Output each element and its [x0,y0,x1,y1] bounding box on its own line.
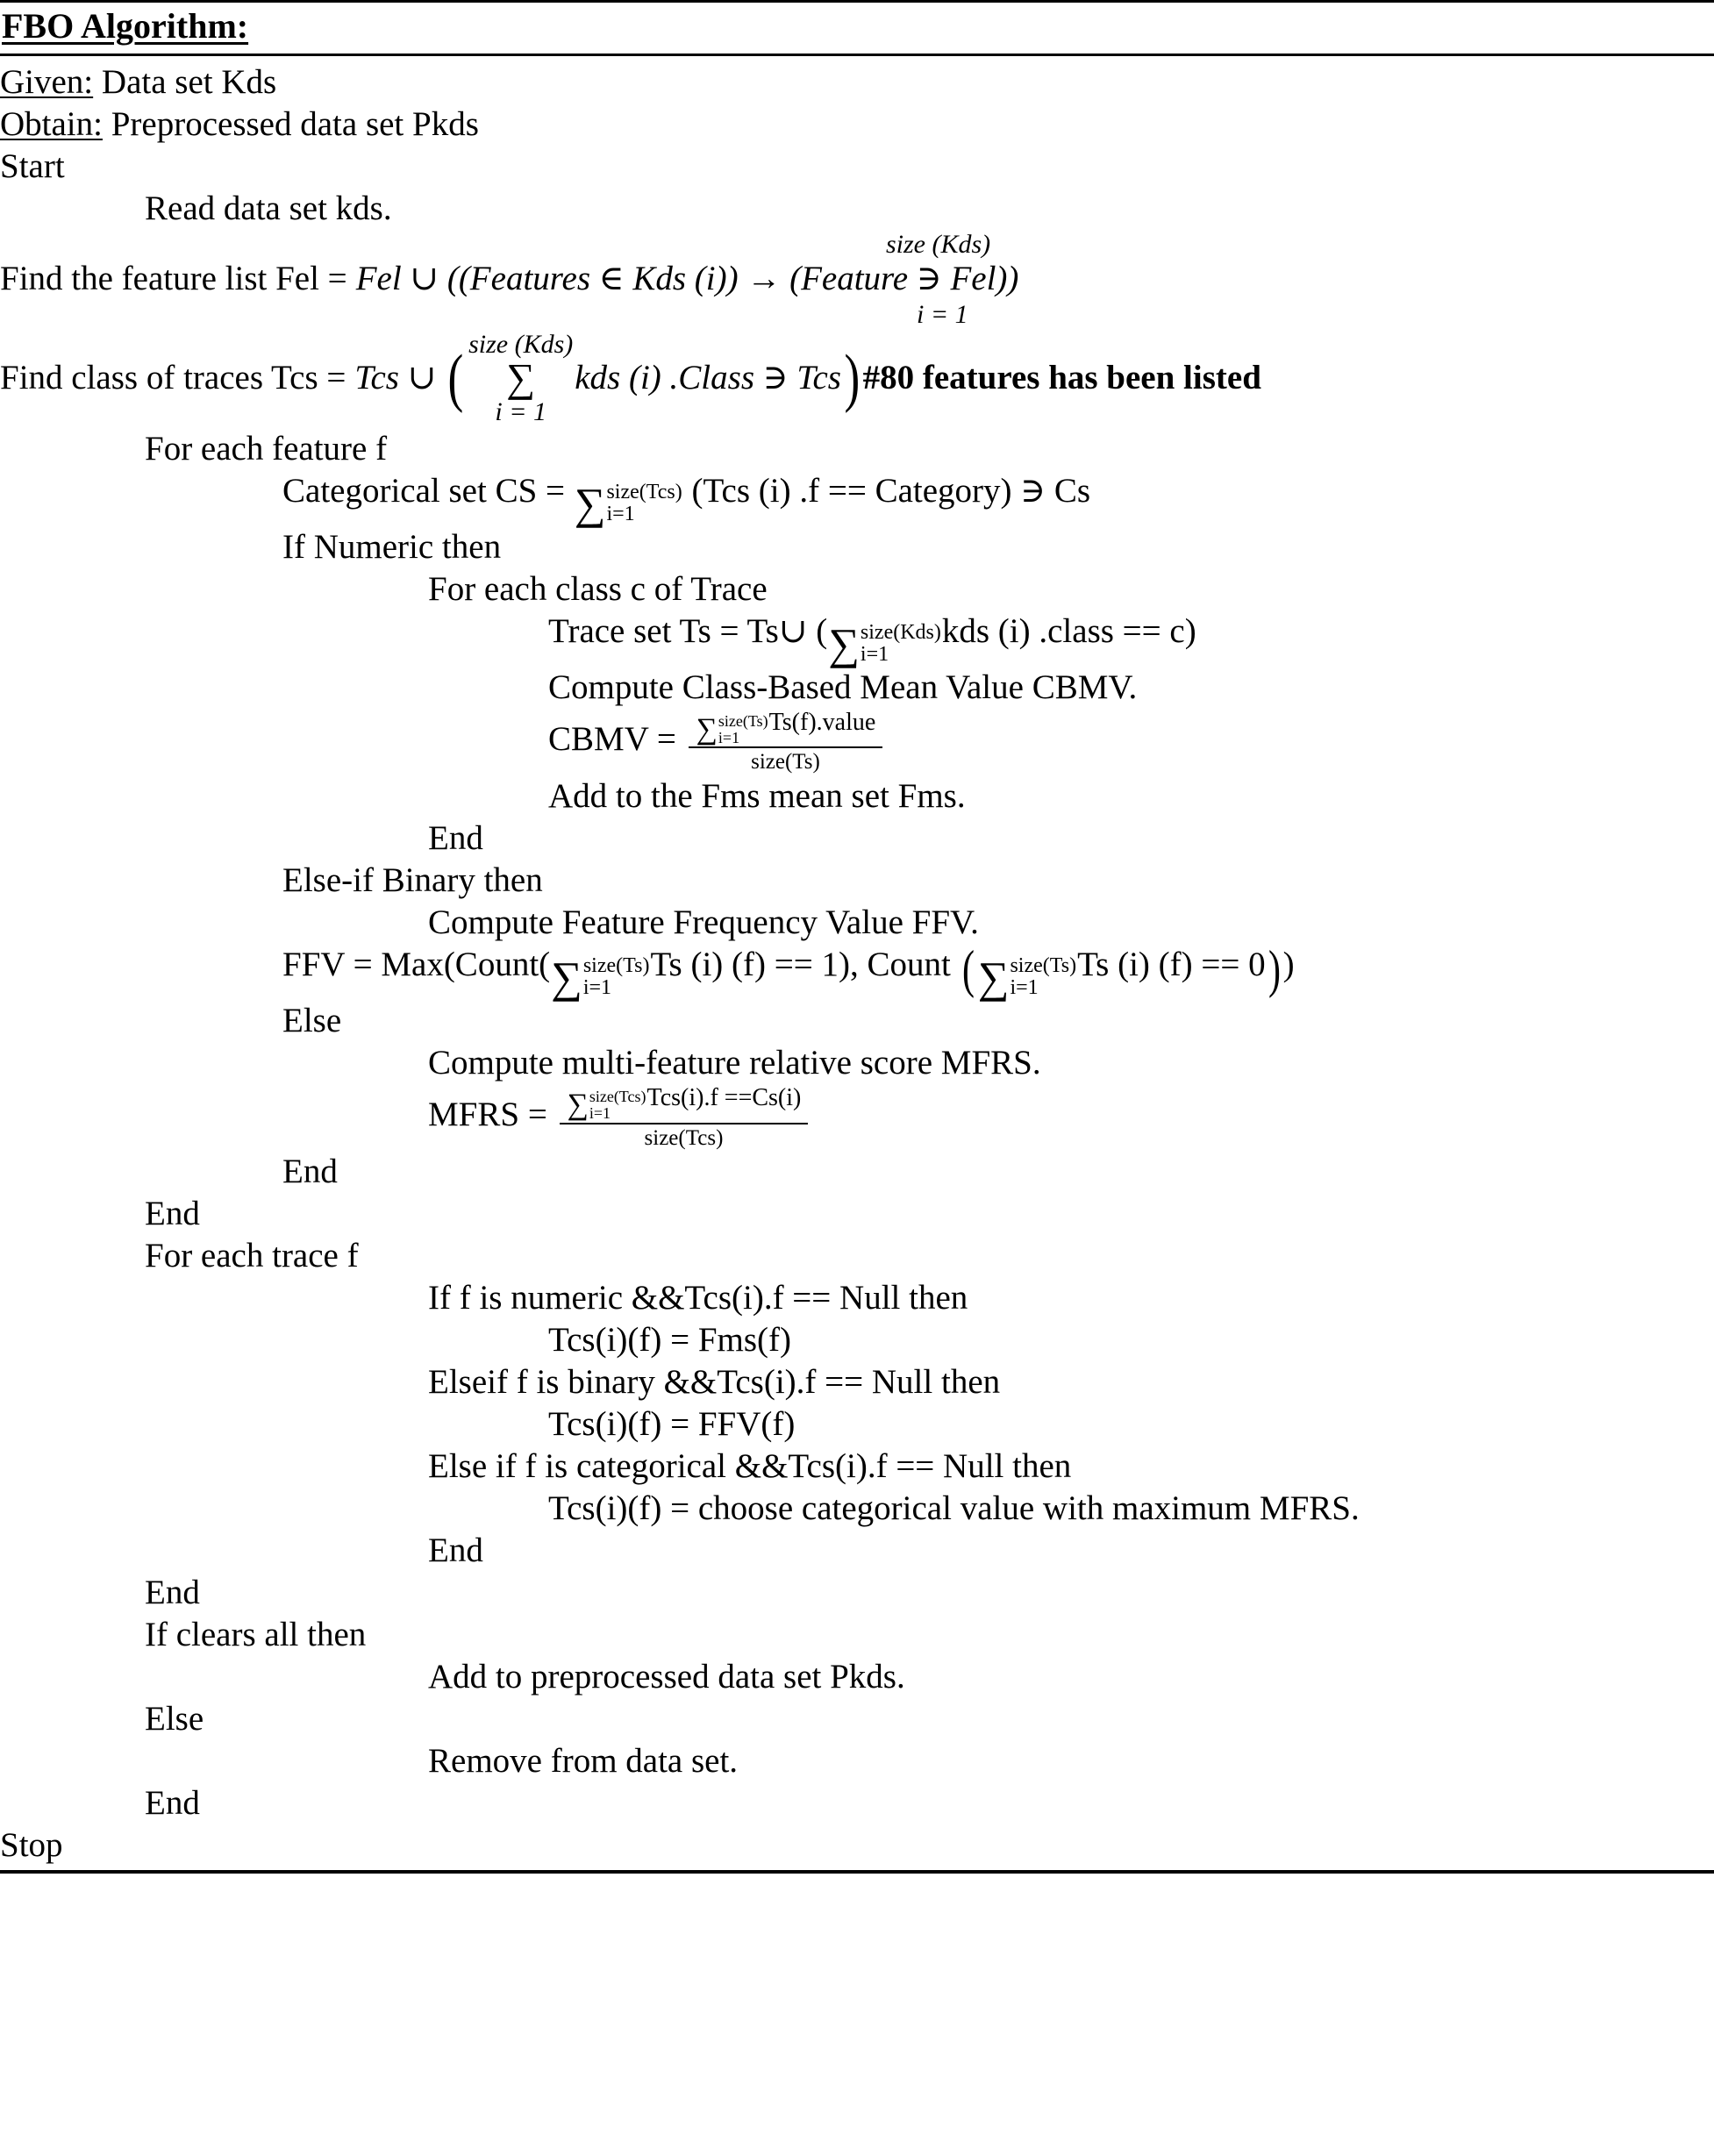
mfrs-numerator [560,1085,809,1123]
find-class-of-traces-line: Find class of traces Tcs = Tcs ∪ ( size (Kds) ∑ i = 1 kds (i) .Class ∋ Tcs ) #80 features has been listed [0,329,1261,427]
trace-set-summation [828,618,941,668]
find-class-summation [468,331,573,426]
cbmv-denominator: size(Ts) [689,746,883,775]
categorical-sum-lower: i=1 [606,503,635,526]
cbmv-sum-lower: i=1 [718,729,740,747]
cbmv-fraction [689,710,883,775]
algorithm-title-row [0,3,1714,54]
ffv-summation-2 [977,952,1077,1002]
trace-set-sum-lower: i=1 [860,643,889,667]
find-feature-list-math: Fel ∪ ((Features ∈ Kds (i)) → (Feature ∋ Fel)) [355,260,1019,298]
cbmv-numerator-body: Ts(f).value [768,708,876,736]
find-class-sum-upper: size (Kds) [468,329,574,359]
stop-line: Stop [0,1826,63,1865]
ffv-summation-1 [551,952,650,1002]
else-line-1: Else [282,1001,342,1039]
ffv-final-paren: ) [1282,946,1295,984]
algorithm-title: FBO Algorithm: [2,6,249,46]
for-each-feature-line: For each feature f [145,429,388,468]
given-label: Given: [0,63,94,101]
read-data-line: Read data set kds. [145,189,392,228]
start-line: Start [0,147,65,186]
trace-set-prefix: Trace set Ts = Ts∪ ( [548,611,828,650]
find-feature-list-prefix: Find the feature list Fel = [0,260,347,298]
add-pkds-line: Add to preprocessed data set Pkds. [428,1658,905,1696]
compute-ffv-line: Compute Feature Frequency Value FFV. [428,903,979,941]
categorical-set-line [0,470,1714,526]
ffv-sum2-lower: i=1 [1010,976,1039,1000]
trace-set-line [0,610,1714,667]
else-if-binary-line: Else-if Binary then [282,860,543,899]
mfrs-formula-line [0,1084,1714,1151]
sigma-icon: ∑ [977,952,1010,1002]
compute-mfrs-line: Compute multi-feature relative score MFRS. [428,1043,1041,1082]
find-class-math: Tcs ∪ [354,359,437,396]
elseif-categorical-null-line: Else if f is categorical &&Tcs(i).f == Null then [428,1447,1072,1486]
categorical-sum-upper: size(Tcs) [606,480,682,503]
trace-set-suffix: kds (i) .class == c) [941,611,1196,650]
end-line-5: End [145,1574,200,1612]
if-clears-all-line: If clears all then [145,1616,367,1654]
mfrs-sum-lower: i=1 [589,1104,611,1123]
assign-ffv-line: Tcs(i)(f) = FFV(f) [548,1405,796,1444]
ffv-formula-line: FFV = Max(Count(∑ size(Ts) i=1 Ts (i) (f) == 1), Count (∑ size(Ts) i=1 Ts (i) (f) == 0)) [282,940,1295,1002]
find-class-sum-lower: i = 1 [495,397,546,427]
given-value: Data set Kds [101,63,277,101]
ffv-sum1-upper: size(Ts) [582,954,650,977]
cbmv-formula-line [0,709,1714,775]
mfrs-label: MFRS = [428,1095,547,1133]
compute-cbmv-line: Compute Class-Based Mean Value CBMV. [548,668,1138,706]
add-fms-line: Add to the Fms mean set Fms. [548,776,966,815]
for-each-trace-line: For each trace f [145,1237,359,1275]
obtain-line [0,104,1714,146]
end-line-4: End [428,1531,483,1570]
categorical-prefix: Categorical set CS = [282,471,566,510]
trace-set-sum-upper: size(Kds) [860,620,941,644]
elseif-binary-null-line: Elseif f is binary &&Tcs(i).f == Null then [428,1363,1001,1402]
cbmv-label: CBMV = [548,719,676,758]
obtain-label: Obtain: [0,105,103,144]
find-class-comment: #80 features has been listed [862,359,1261,396]
ffv-sum1-lower: i=1 [582,976,612,1000]
assign-fms-line: Tcs(i)(f) = Fms(f) [548,1321,792,1360]
obtain-value: Preprocessed data set Pkds [111,105,479,144]
ffv-prefix: FFV = Max(Count( [282,946,551,984]
sigma-icon: ∑ [506,355,536,401]
assign-categorical-line: Tcs(i)(f) = choose categorical value with maximum MFRS. [548,1489,1360,1528]
find-feature-sum-upper: size (Kds) [886,230,991,260]
categorical-suffix: (Tcs (i) .f == Category) ∋ Cs [691,471,1091,510]
mfrs-numerator-body: Tcs(i).f ==Cs(i) [646,1083,802,1111]
mfrs-sum-upper: size(Tcs) [589,1087,646,1105]
remove-from-line: Remove from data set. [428,1742,739,1781]
sigma-icon: ∑ [696,713,718,746]
bottom-rule [0,1870,1714,1874]
ffv-tail: Ts (i) (f) == 0 [1077,946,1266,984]
find-class-body: kds (i) .Class ∋ Tcs [575,359,841,396]
ffv-mid: Ts (i) (f) == 1), Count [650,946,951,984]
algorithm-body [0,56,1714,1870]
find-feature-list-line [0,259,1714,300]
find-class-prefix: Find class of traces Tcs = [0,359,346,396]
mfrs-fraction [560,1085,809,1150]
sigma-icon: ∑ [828,618,860,668]
end-line-6: End [145,1784,200,1823]
sigma-icon: ∑ [551,952,582,1002]
sigma-icon: ∑ [567,1089,589,1122]
if-numeric-line: If Numeric then [282,527,502,566]
given-line [0,61,1714,104]
if-numeric-null-line: If f is numeric &&Tcs(i).f == Null then [428,1279,968,1317]
mfrs-denominator: size(Tcs) [560,1123,809,1151]
cbmv-sum-upper: size(Ts) [718,711,768,730]
end-line-3: End [145,1195,200,1233]
for-each-class-line: For each class c of Trace [428,569,768,608]
end-line-1: End [428,818,483,857]
categorical-summation [574,478,682,528]
cbmv-summation [696,713,768,746]
cbmv-numerator [689,710,883,747]
ffv-sum2-upper: size(Ts) [1010,954,1077,977]
else-line-2: Else [145,1700,204,1738]
end-line-2: End [282,1153,338,1191]
find-feature-sum-lower: i = 1 [917,299,968,329]
sigma-icon: ∑ [574,478,606,528]
mfrs-summation [568,1089,646,1122]
